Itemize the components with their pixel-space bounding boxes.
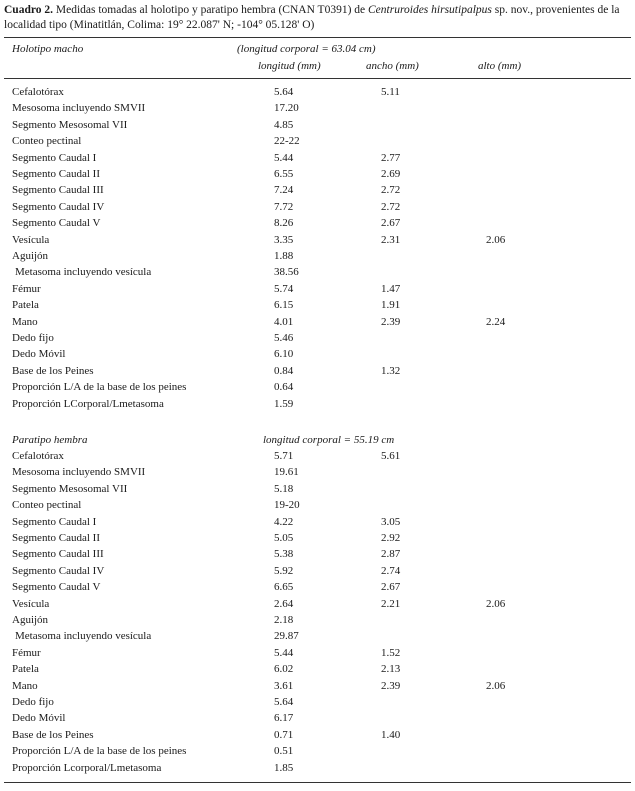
row-label: Segmento Caudal II (12, 532, 100, 544)
cell-length: 5.18 (274, 482, 294, 495)
caption-text-before: Medidas tomadas al holotipo y paratipo hembra (CNAN T0391) de (53, 4, 369, 16)
table-row (0, 727, 635, 743)
holotipo-header-row (0, 41, 635, 57)
table-row (0, 150, 635, 166)
table-row (0, 481, 635, 497)
cell-length: 5.46 (274, 332, 294, 344)
table-row (0, 182, 635, 198)
table-row (0, 661, 635, 677)
cell-length: 5.92 (274, 564, 294, 577)
cell-height: 2.24 (486, 315, 506, 328)
table-row (0, 314, 635, 330)
cell-width: 2.13 (381, 663, 401, 676)
row-label: Mesosoma incluyendo SMVII (12, 466, 146, 479)
table-row (0, 563, 635, 579)
row-label: Segmento Caudal IV (12, 564, 105, 577)
cell-width: 1.47 (381, 282, 401, 295)
row-label: Dedo fijo (12, 696, 54, 708)
cell-width: 2.31 (381, 233, 401, 246)
table-row (0, 215, 635, 231)
cell-length: 0.51 (274, 745, 294, 758)
cell-length: 6.65 (274, 581, 294, 594)
table-row (0, 166, 635, 182)
table-row (0, 363, 635, 379)
row-label: Segmento Caudal III (12, 548, 104, 561)
table-row (0, 596, 635, 612)
row-label: Mesosoma incluyendo SMVII (12, 102, 146, 115)
holotipo-title: Holotipo macho (12, 43, 84, 55)
row-label: Segmento Caudal IV (12, 200, 105, 213)
cell-width: 2.72 (381, 184, 401, 197)
row-label: Cefalotórax (12, 86, 64, 98)
row-label: Dedo Móvil (12, 348, 66, 361)
col-header-height: alto (mm) (478, 60, 522, 72)
cell-length: 19-20 (274, 499, 300, 512)
row-label: Segmento Caudal II (12, 168, 100, 180)
table-row (0, 514, 635, 530)
table-top-rule (4, 37, 631, 38)
table-row (0, 678, 635, 694)
table-row (0, 232, 635, 248)
row-label: Aguijón (12, 614, 49, 626)
cell-length: 5.44 (274, 646, 294, 659)
table-row (0, 464, 635, 480)
cell-length: 6.02 (274, 663, 294, 676)
table-row (0, 248, 635, 264)
row-label: Segmento Caudal V (12, 581, 101, 594)
cell-width: 5.11 (381, 86, 400, 98)
cell-width: 2.67 (381, 581, 401, 594)
cell-length: 6.15 (274, 299, 294, 312)
table-row (0, 396, 635, 412)
table-row (0, 330, 635, 346)
row-label: Patela (12, 299, 39, 312)
header-rule (4, 78, 631, 79)
cell-width: 3.05 (381, 515, 401, 528)
cell-width: 1.32 (381, 364, 401, 377)
cell-height: 2.06 (486, 233, 506, 246)
cell-length: 5.64 (274, 696, 294, 708)
paratipo-title: Paratipo hembra (12, 434, 88, 446)
row-label: Base de los Peines (12, 728, 94, 741)
cell-height: 2.06 (486, 597, 506, 610)
cell-length: 38.56 (274, 266, 299, 279)
paratipo-body-length: longitud corporal = 55.19 cm (263, 434, 395, 446)
cell-length: 4.85 (274, 118, 294, 131)
row-label: Cefalotórax (12, 450, 64, 462)
cell-length: 5.38 (274, 548, 294, 561)
row-label: Conteo pectinal (12, 499, 82, 512)
row-label: Dedo Móvil (12, 712, 66, 725)
row-label: Conteo pectinal (12, 135, 82, 148)
row-label: Dedo fijo (12, 332, 54, 344)
caption-label: Cuadro 2. (4, 4, 53, 16)
cell-width: 2.72 (381, 200, 401, 213)
cell-length: 4.01 (274, 315, 294, 328)
cell-length: 6.17 (274, 712, 294, 725)
cell-length: 29.87 (274, 630, 299, 643)
row-label: Metasoma incluyendo vesícula (15, 630, 152, 643)
table-row (0, 694, 635, 710)
table-row (0, 628, 635, 644)
table-row (0, 497, 635, 513)
row-label: Proporción Lcorporal/Lmetasoma (12, 761, 162, 774)
cell-width: 2.69 (381, 168, 401, 180)
table-row (0, 133, 635, 149)
cell-length: 4.22 (274, 515, 294, 528)
row-label: Proporción LCorporal/Lmetasoma (12, 397, 164, 410)
table-row (0, 379, 635, 395)
column-header-row (0, 58, 635, 74)
table-bottom-rule (4, 782, 631, 783)
holotipo-body-length: (longitud corporal = 63.04 cm) (237, 43, 376, 55)
cell-length: 2.18 (274, 614, 294, 626)
cell-width: 2.74 (381, 564, 401, 577)
row-label: Mano (12, 679, 38, 692)
col-header-length: longitud (mm) (258, 60, 321, 72)
table-row (0, 743, 635, 759)
table-row (0, 710, 635, 726)
cell-length: 0.71 (274, 728, 294, 741)
cell-width: 5.61 (381, 450, 401, 462)
paratipo-header-row (0, 432, 635, 448)
cell-width: 2.39 (381, 315, 401, 328)
row-label: Fémur (12, 646, 41, 659)
col-header-width: ancho (mm) (366, 60, 419, 72)
cell-length: 1.59 (274, 397, 294, 410)
row-label: Segmento Mesosomal VII (12, 118, 128, 131)
cell-length: 6.55 (274, 168, 294, 180)
cell-length: 7.24 (274, 184, 294, 197)
table-row (0, 448, 635, 464)
table-caption (4, 3, 632, 33)
row-label: Aguijón (12, 250, 49, 262)
caption-text-after: sp. nov., provenientes de la localidad tipo (Minatitlán, Colima: 19° 22.087' N; -104° 05.128' O) (4, 4, 620, 31)
table-row (0, 199, 635, 215)
row-label: Segmento Caudal V (12, 217, 101, 230)
row-label: Metasoma incluyendo vesícula (15, 266, 152, 279)
cell-length: 0.64 (274, 381, 294, 394)
row-label: Mano (12, 315, 38, 328)
cell-length: 5.44 (274, 151, 294, 164)
cell-length: 1.88 (274, 250, 294, 262)
table-row (0, 645, 635, 661)
row-label: Proporción L/A de la base de los peines (12, 745, 187, 758)
cell-width: 1.40 (381, 728, 401, 741)
cell-length: 19.61 (274, 466, 299, 479)
cell-width: 2.67 (381, 217, 401, 230)
cell-length: 5.64 (274, 86, 294, 98)
cell-length: 5.05 (274, 532, 294, 544)
cell-height: 2.06 (486, 679, 506, 692)
row-label: Segmento Mesosomal VII (12, 482, 128, 495)
cell-length: 0.84 (274, 364, 294, 377)
table-row (0, 612, 635, 628)
cell-length: 8.26 (274, 217, 294, 230)
cell-length: 5.74 (274, 282, 294, 295)
caption-species: Centruroides hirsutipalpus (368, 4, 492, 16)
cell-length: 6.10 (274, 348, 294, 361)
cell-width: 2.21 (381, 597, 401, 610)
row-label: Base de los Peines (12, 364, 94, 377)
cell-length: 2.64 (274, 597, 294, 610)
row-label: Patela (12, 663, 39, 676)
cell-length: 3.35 (274, 233, 294, 246)
cell-length: 1.85 (274, 761, 294, 774)
table-row (0, 530, 635, 546)
table-row (0, 297, 635, 313)
cell-width: 2.39 (381, 679, 401, 692)
row-label: Vesícula (12, 597, 50, 610)
row-label: Segmento Caudal I (12, 151, 97, 164)
row-label: Segmento Caudal III (12, 184, 104, 197)
table-row (0, 546, 635, 562)
row-label: Vesícula (12, 233, 50, 246)
table-row (0, 264, 635, 280)
table-row (0, 117, 635, 133)
cell-length: 7.72 (274, 200, 294, 213)
cell-width: 1.52 (381, 646, 401, 659)
table-row (0, 346, 635, 362)
row-label: Proporción L/A de la base de los peines (12, 381, 187, 394)
table-row (0, 281, 635, 297)
cell-width: 2.92 (381, 532, 401, 544)
table-row (0, 579, 635, 595)
cell-width: 1.91 (381, 299, 401, 312)
cell-width: 2.87 (381, 548, 401, 561)
cell-length: 5.71 (274, 450, 294, 462)
table-row (0, 84, 635, 100)
row-label: Fémur (12, 282, 41, 295)
table-row (0, 100, 635, 116)
cell-length: 17.20 (274, 102, 299, 115)
cell-length: 22-22 (274, 135, 300, 148)
table-row (0, 760, 635, 776)
cell-length: 3.61 (274, 679, 294, 692)
cell-width: 2.77 (381, 151, 401, 164)
row-label: Segmento Caudal I (12, 515, 97, 528)
